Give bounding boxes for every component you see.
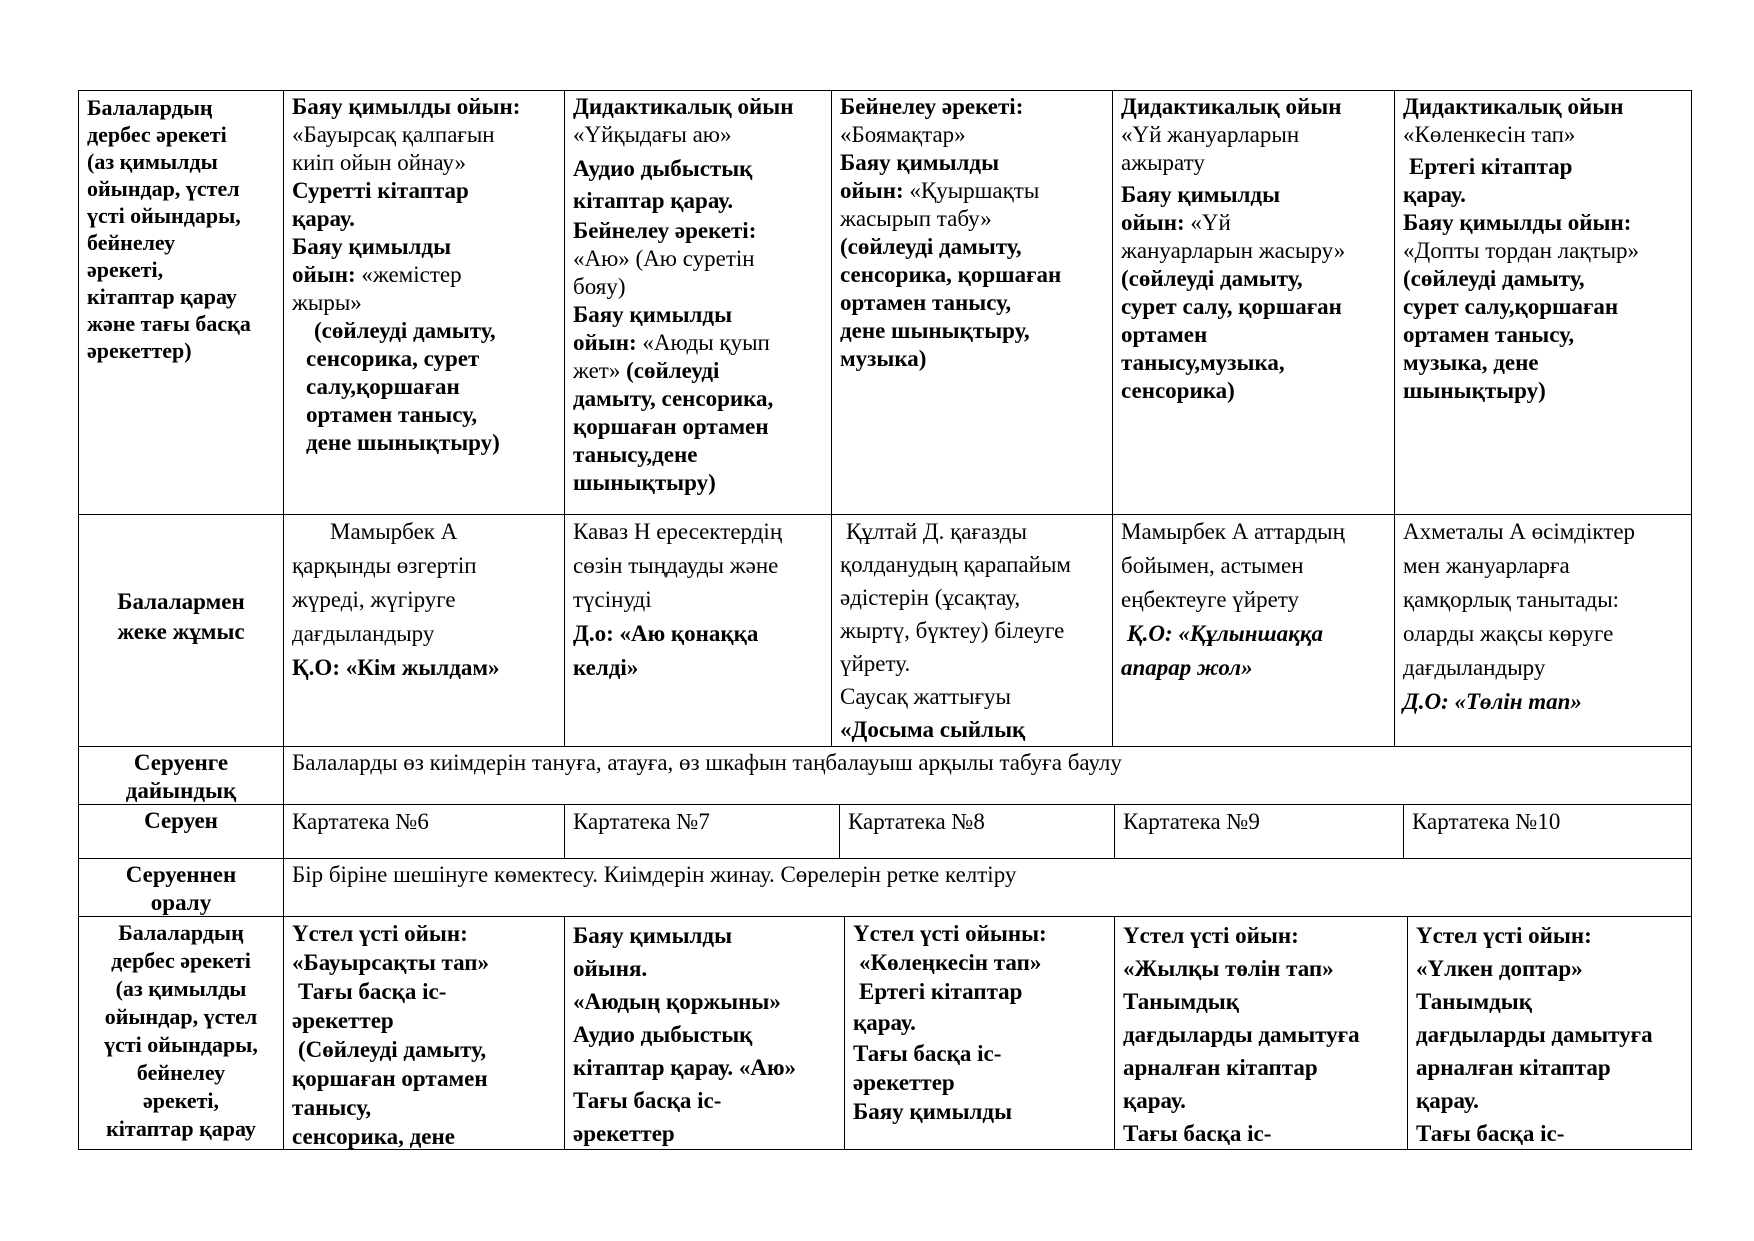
row6-header-line: бейнелеу [136, 1060, 226, 1085]
row6-header-cell [78, 916, 284, 1150]
row4-wednesday-cell [839, 804, 1115, 859]
row1-wed-line: сенсорика, қоршаған [840, 262, 1062, 287]
row5-header-line: Серуеннен [125, 862, 237, 887]
row1-thu-line: танысу,музыка, [1121, 350, 1285, 375]
row1-header-line: (аз қимылды [87, 149, 218, 174]
row1-thu-line: сурет салу, қоршаған [1121, 294, 1342, 319]
row2-wed-line: қолданудың қарапайым [840, 552, 1071, 577]
row1-header-line: Балалардың [87, 95, 213, 120]
row6-tue-line: кітаптар қарау. «Аю» [573, 1055, 797, 1080]
row1-header-line: және тағы басқа [87, 311, 251, 336]
row6-tue-line: ойыня. [573, 956, 648, 981]
row1-tue-line: дамыту, сенсорика, [573, 386, 774, 411]
row6-thu-line: Танымдық [1123, 989, 1239, 1014]
row2-mon-line: қарқынды өзгертіп [292, 553, 477, 578]
row1-fri-line: қарау. [1403, 182, 1466, 207]
row2-monday-cell [283, 514, 565, 747]
row4-item: Картатека №9 [1123, 809, 1260, 834]
row1-mon-line: Баяу қимылды ойын: [292, 94, 521, 119]
row1-fri-line: (сөйлеуді дамыту, [1403, 266, 1585, 291]
row3-header-line: Серуенге [133, 750, 229, 775]
row6-fri-line: Үстел үсті ойын: [1416, 923, 1592, 948]
row6-mon-line: сенсорика, дене [292, 1124, 455, 1149]
row1-mon-line: Баяу қимылды [292, 234, 452, 259]
row1-thu-text: «Үй [1184, 210, 1231, 235]
row6-thu-line: Тағы басқа іс- [1123, 1121, 1272, 1146]
row2-tue-line: келді» [573, 655, 639, 680]
row6-fri-line: Тағы басқа іс- [1416, 1121, 1565, 1146]
row1-tuesday-cell [564, 90, 832, 515]
row1-fri-line: Баяу қимылды ойын: [1403, 210, 1632, 235]
row6-thu-line: қарау. [1123, 1088, 1186, 1113]
row1-tue-line: қоршаған ортамен [573, 414, 769, 439]
row2-wed-line: Құлтай Д. қағазды [846, 519, 1027, 544]
row2-fri-line: оларды жақсы көруге [1403, 621, 1614, 646]
row2-tue-line: Каваз Н ересектердің [573, 519, 783, 544]
row2-wed-line: әдістерін (ұсақтау, [840, 585, 1021, 610]
row1-tue-line: Аудио дыбыстық [573, 156, 753, 181]
row1-mon-line: (сөйлеуді дамыту, [314, 318, 496, 343]
row1-tue-line: Баяу қимылды [573, 302, 733, 327]
row4-header-text: Серуен [144, 808, 218, 833]
row2-tue-line: түсінуді [573, 587, 652, 612]
row1-tue-text: «Аюды қуып [636, 330, 770, 355]
row6-wed-line: әрекеттер [853, 1070, 955, 1095]
row6-header-line: Балалардың [118, 920, 244, 945]
row1-thu-text: ойын: [1121, 210, 1185, 235]
row6-header-line: (аз қимылды [115, 976, 247, 1001]
row1-thu-line: жануарларын жасыру» [1121, 238, 1346, 263]
row2-header-line: Балалармен [117, 589, 245, 614]
row2-wed-line: үйрету. [840, 651, 911, 676]
row6-fri-line: «Үлкен доптар» [1416, 956, 1583, 981]
row1-tue-line: бояу) [573, 274, 626, 299]
row6-header-line: дербес әрекеті [111, 948, 251, 973]
row1-mon-line: «Бауырсақ қалпағын [292, 122, 495, 147]
row2-thu-line: бойымен, астымен [1121, 553, 1304, 578]
row1-thu-line: ажырату [1121, 150, 1205, 175]
row1-mon-text: ойын: [292, 262, 356, 287]
row1-header-line: дербес әрекеті [87, 122, 227, 147]
row1-tue-text: ойын: [573, 330, 637, 355]
row1-mon-text: «жемістер [355, 262, 462, 287]
row1-mon-line: киіп ойын ойнау» [292, 150, 466, 175]
row2-fri-line: мен жануарларға [1403, 553, 1570, 578]
row1-tue-line: кітаптар қарау. [573, 188, 734, 213]
row2-fri-line: Д.О: «Төлін тап» [1403, 689, 1582, 714]
row2-tuesday-cell [564, 514, 832, 747]
row6-wed-line: «Көлеңкесін тап» [859, 950, 1042, 975]
row1-header-line: ойындар, үстел [87, 176, 240, 201]
row1-tue-text: (сөйлеуді [620, 358, 720, 383]
row1-wed-line: Бейнелеу әрекеті: [840, 94, 1024, 119]
row6-thu-line: Үстел үсті ойын: [1123, 923, 1299, 948]
row2-friday-cell [1394, 514, 1692, 747]
row6-mon-line: қоршаған ортамен [292, 1066, 488, 1091]
row1-fri-line: Дидактикалық ойын [1403, 94, 1624, 119]
row1-wed-line: жасырып табу» [840, 206, 992, 231]
row1-mon-line: салу,қоршаған [306, 374, 460, 399]
row1-tue-line: Дидактикалық ойын [573, 94, 794, 119]
row1-thu-line: сенсорика) [1121, 378, 1235, 403]
row6-header-line: ойындар, үстел [104, 1004, 258, 1029]
row1-monday-cell [283, 90, 565, 515]
row2-fri-line: дағдыландыру [1403, 655, 1546, 680]
row1-tue-line: Бейнелеу әрекеті: [573, 218, 757, 243]
row1-mon-line: жыры» [292, 290, 362, 315]
row6-mon-line: Тағы басқа іс- [298, 979, 447, 1004]
row1-tue-line: танысу,дене [573, 442, 698, 467]
row1-header-line: үсті ойындары, [87, 203, 241, 228]
row6-thu-line: арналған кітаптар [1123, 1055, 1318, 1080]
row6-fri-line: дағдыларды дамытуға [1416, 1022, 1653, 1047]
row2-thu-line: Мамырбек А аттардың [1121, 519, 1345, 544]
row2-wed-line: Саусақ жаттығуы [840, 684, 1011, 709]
row2-thu-line: Қ.О: «Құлыншаққа [1127, 621, 1323, 646]
row6-tue-line: Баяу қимылды [573, 923, 733, 948]
row6-mon-line: танысу, [292, 1095, 372, 1120]
row1-fri-line: «Допты тордан лақтыр» [1403, 238, 1640, 263]
row5-header-line: оралу [150, 890, 212, 915]
row1-header-line: кітаптар қарау [87, 284, 237, 309]
row1-wed-line: Баяу қимылды [840, 150, 1000, 175]
row2-fri-line: Ахметалы А өсімдіктер [1403, 519, 1636, 544]
row1-thursday-cell [1112, 90, 1395, 515]
row1-header-line: әрекеттер) [87, 338, 192, 363]
row1-thu-line: Баяу қимылды [1121, 182, 1281, 207]
row1-thu-line: (сөйлеуді дамыту, [1121, 266, 1303, 291]
row1-wed-text: ойын: [840, 178, 904, 203]
row2-mon-line: жүреді, жүгіруге [292, 587, 456, 612]
row1-thu-line: ортамен [1121, 322, 1208, 347]
row4-tuesday-cell [564, 804, 840, 859]
row6-fri-line: қарау. [1416, 1088, 1479, 1113]
row2-mon-line: Мамырбек А [330, 519, 458, 544]
row1-fri-line: «Көленкесін тап» [1403, 122, 1576, 147]
row1-tue-line: «Аю» (Аю суретін [573, 246, 755, 271]
row6-wed-line: Үстел үсті ойыны: [853, 921, 1047, 946]
row1-fri-line: сурет салу,қоршаған [1403, 294, 1619, 319]
row2-thursday-cell [1112, 514, 1395, 747]
row6-mon-line: әрекеттер [292, 1008, 394, 1033]
row1-header-line: бейнелеу [87, 230, 176, 255]
row2-mon-line: Қ.О: «Кім жылдам» [292, 655, 500, 680]
row1-fri-line: шынықтыру) [1403, 378, 1546, 403]
row1-mon-line: сенсорика, сурет [306, 346, 480, 371]
row1-wed-line: (сөйлеуді дамыту, [840, 234, 1022, 259]
row1-header-line: әрекеті, [87, 257, 164, 282]
row6-thu-line: «Жылқы төлін тап» [1123, 956, 1334, 981]
row5-text-cell [283, 858, 1692, 917]
row6-tue-line: Тағы басқа іс- [573, 1088, 722, 1113]
row6-header-line: әрекеті, [142, 1088, 220, 1113]
row1-tue-line: «Үйқыдағы аю» [573, 122, 732, 147]
row1-tue-text: жет» [573, 358, 621, 383]
row6-header-line: үсті ойындары, [104, 1032, 258, 1057]
row6-wed-line: Ертегі кітаптар [859, 979, 1023, 1004]
row1-tue-line: шынықтыру) [573, 470, 716, 495]
row4-item: Картатека №6 [292, 809, 429, 834]
row6-header-line: кітаптар қарау [106, 1116, 256, 1141]
row2-wed-line: «Досыма сыйлық [840, 717, 1026, 742]
row1-wed-line: дене шынықтыру, [840, 318, 1030, 343]
row4-header-cell [78, 804, 284, 859]
row1-fri-line: Ертегі кітаптар [1409, 154, 1573, 179]
row4-item: Картатека №8 [848, 809, 985, 834]
row6-mon-line: «Бауырсақты тап» [292, 950, 490, 975]
row6-wednesday-cell [844, 916, 1115, 1150]
row2-tue-line: сөзін тыңдауды және [573, 553, 779, 578]
row1-wed-line: музыка) [840, 346, 927, 371]
row6-wed-line: Тағы басқа іс- [853, 1041, 1002, 1066]
row1-fri-line: ортамен танысу, [1403, 322, 1575, 347]
row6-mon-line: (Сөйлеуді дамыту, [298, 1037, 487, 1062]
row2-thu-line: апарар жол» [1121, 655, 1253, 680]
row1-mon-line: қарау. [292, 206, 355, 231]
row3-header-cell [78, 746, 284, 805]
row3-text-cell [283, 746, 1692, 805]
row1-mon-line: дене шынықтыру) [306, 430, 500, 455]
row2-wed-line: жыртү, бүктеу) білеуге [840, 618, 1065, 643]
row6-wed-line: Баяу қимылды [853, 1099, 1013, 1124]
row2-tue-line: Д.о: «Аю қонаққа [573, 621, 759, 646]
row6-monday-cell [283, 916, 565, 1150]
row4-item: Картатека №7 [573, 809, 710, 834]
row1-friday-cell [1394, 90, 1692, 515]
row6-tue-line: әрекеттер [573, 1121, 675, 1146]
row2-wednesday-cell [831, 514, 1113, 747]
row6-friday-cell [1407, 916, 1692, 1150]
row4-thursday-cell [1114, 804, 1404, 859]
row6-tue-line: Аудио дыбыстық [573, 1022, 753, 1047]
row3-header-line: дайындық [125, 778, 237, 803]
row1-fri-line: музыка, дене [1403, 350, 1539, 375]
row5-header-cell [78, 858, 284, 917]
row6-fri-line: Танымдық [1416, 989, 1532, 1014]
row6-mon-line: Үстел үсті ойын: [292, 921, 468, 946]
row2-header-cell [78, 514, 284, 747]
row1-wed-text: «Қуыршақты [903, 178, 1040, 203]
row6-fri-line: арналған кітаптар [1416, 1055, 1611, 1080]
row6-thursday-cell [1114, 916, 1408, 1150]
row6-thu-line: дағдыларды дамытуға [1123, 1022, 1360, 1047]
row6-wed-line: қарау. [853, 1010, 916, 1035]
row2-fri-line: қамқорлық танытады: [1403, 587, 1620, 612]
row1-wed-line: «Боямақтар» [840, 122, 966, 147]
row6-tuesday-cell [564, 916, 845, 1150]
row4-item: Картатека №10 [1412, 809, 1561, 834]
row2-mon-line: дағдыландыру [292, 621, 435, 646]
row4-friday-cell [1403, 804, 1692, 859]
row5-text: Бір біріне шешінуге көмектесу. Киімдерін жинау. Сөрелерін ретке келтіру [292, 862, 1017, 887]
row1-mon-line: Суретті кітаптар [292, 178, 469, 203]
row3-text: Балаларды өз киімдерін тануға, атауға, өз шкафын таңбалауыш арқылы табуға баулу [292, 750, 1122, 775]
row1-header-cell [78, 90, 284, 515]
row2-thu-line: еңбектеуге үйрету [1121, 587, 1300, 612]
row1-wed-line: ортамен танысу, [840, 290, 1012, 315]
row6-tue-line: «Аюдың қоржыны» [573, 989, 781, 1014]
row4-monday-cell [283, 804, 565, 859]
row2-header-line: жеке жұмыс [117, 619, 245, 644]
row1-thu-line: «Үй жануарларын [1121, 122, 1300, 147]
row1-wednesday-cell [831, 90, 1113, 515]
row1-thu-line: Дидактикалық ойын [1121, 94, 1342, 119]
row1-mon-line: ортамен танысу, [306, 402, 478, 427]
